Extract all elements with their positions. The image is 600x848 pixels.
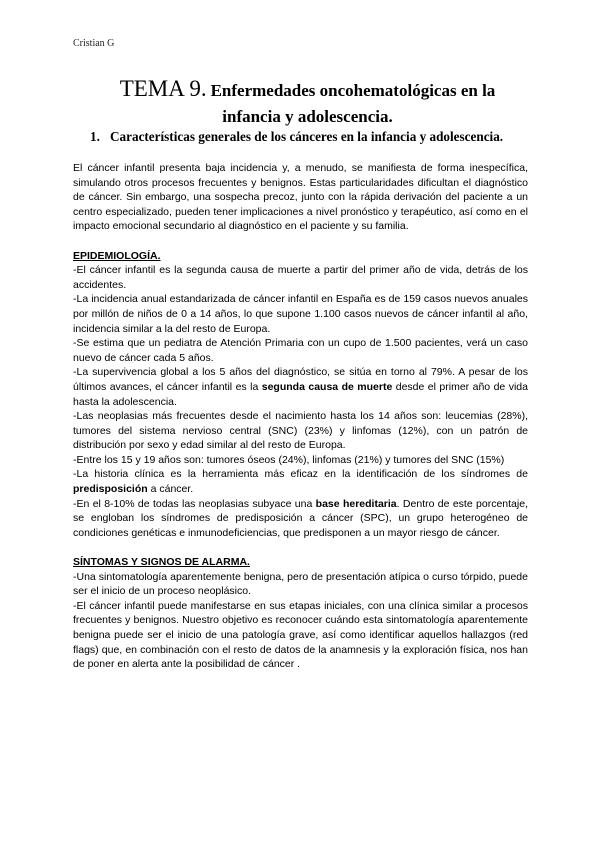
page-header-author: Cristian G [73, 38, 115, 49]
title-text-line1: Enfermedades oncohematológicas en la [210, 81, 496, 100]
epi-paragraph-7: -La historia clínica es la herramienta más eficaz en la identificación de los síndromes de predisposición a cáncer. [73, 468, 528, 496]
epi-paragraph-1: -El cáncer infantil es la segunda causa de muerte a partir del primer año de vida, detrás de los accidentes. [73, 264, 528, 291]
epi-paragraph-6: -Entre los 15 y 19 años son: tumores óseos (24%), linfomas (21%) y tumores del SNC (15%) [73, 453, 505, 466]
section-number: 1. [90, 129, 100, 144]
epi-paragraph-8: -En el 8-10% de todas las neoplasias subyace una base hereditaria. Dentro de este porcentaje, se engloban los síndromes de predisposición a cáncer (SPC), un grupo heterogéneo de condiciones genéticas e inmunodeficiencias, que predisponen a un mayor riesgo de cáncer. [73, 497, 528, 539]
epi-paragraph-3: -Se estima que un pediatra de Atención Primaria con un cupo de 1.500 pacientes, verá un caso nuevo de cáncer cada 5 años. [73, 337, 528, 364]
sintomas-heading: SÍNTOMAS Y SIGNOS DE ALARMA. [73, 556, 250, 569]
section-heading-text: Características generales de los cánceres en la infancia y adolescencia. [110, 129, 504, 144]
epidemiologia-heading: EPIDEMIOLOGÍA. [73, 249, 161, 262]
document-body [73, 161, 528, 672]
sintomas-paragraph-2: -El cáncer infantil puede manifestarse en sus etapas iniciales, con una clínica similar a procesos frecuentes y benignos. Nuestro objetivo es reconocer cuándo esta sintomatología aparentemente benigna puede ser el inicio de una patología grave, así como identificar aquellos hallazgos (red flags) que, en combinación con el resto de datos de la anamnesis y la exploración física, nos han de poner en alerta ante la posibilidad de cáncer . [73, 599, 528, 671]
title-text-line2: infancia y adolescencia. [222, 107, 393, 126]
title-number: TEMA 9. [119, 76, 207, 101]
epi-paragraph-4: -La supervivencia global a los 5 años del diagnóstico, se sitúa en torno al 79%. A pesar de los últimos avances, el cáncer infantil es la segunda causa de muerte desde el primer año de vida hasta la adolescencia. [73, 366, 528, 408]
epi-paragraph-5: -Las neoplasias más frecuentes desde el nacimiento hasta los 14 años son: leucemias (28%), tumores del sistema nervioso central (SNC) (23%) y linfomas (12%), con un patrón de distribución por sexo y edad similar al del resto de Europa. [73, 410, 528, 452]
page-title [80, 76, 535, 129]
section-heading [90, 128, 510, 145]
epi-paragraph-2: -La incidencia anual estandarizada de cáncer infantil en España es de 159 casos nuevos anuales por millón de niños de 0 a 14 años, lo que supone 1.100 casos nuevos de cáncer infantil al año, incidencia similar a la del resto de Europa. [73, 293, 528, 335]
intro-paragraph: El cáncer infantil presenta baja incidencia y, a menudo, se manifiesta de forma inespecífica, simulando otros procesos frecuentes y benignos. Estas particularidades dificultan el diagnóstico de cáncer. Sin embargo, una sospecha precoz, junto con la rápida derivación del paciente a un centro especializado, pueden tener implicaciones a nivel pronóstico y terapéutico, así como en el impacto emocional secundario al diagnóstico en el paciente y su familia. [73, 162, 528, 233]
sintomas-paragraph-1: -Una sintomatología aparentemente benigna, pero de presentación atípica o curso tórpido, puede ser el inicio de un proceso neoplásico. [73, 570, 528, 598]
